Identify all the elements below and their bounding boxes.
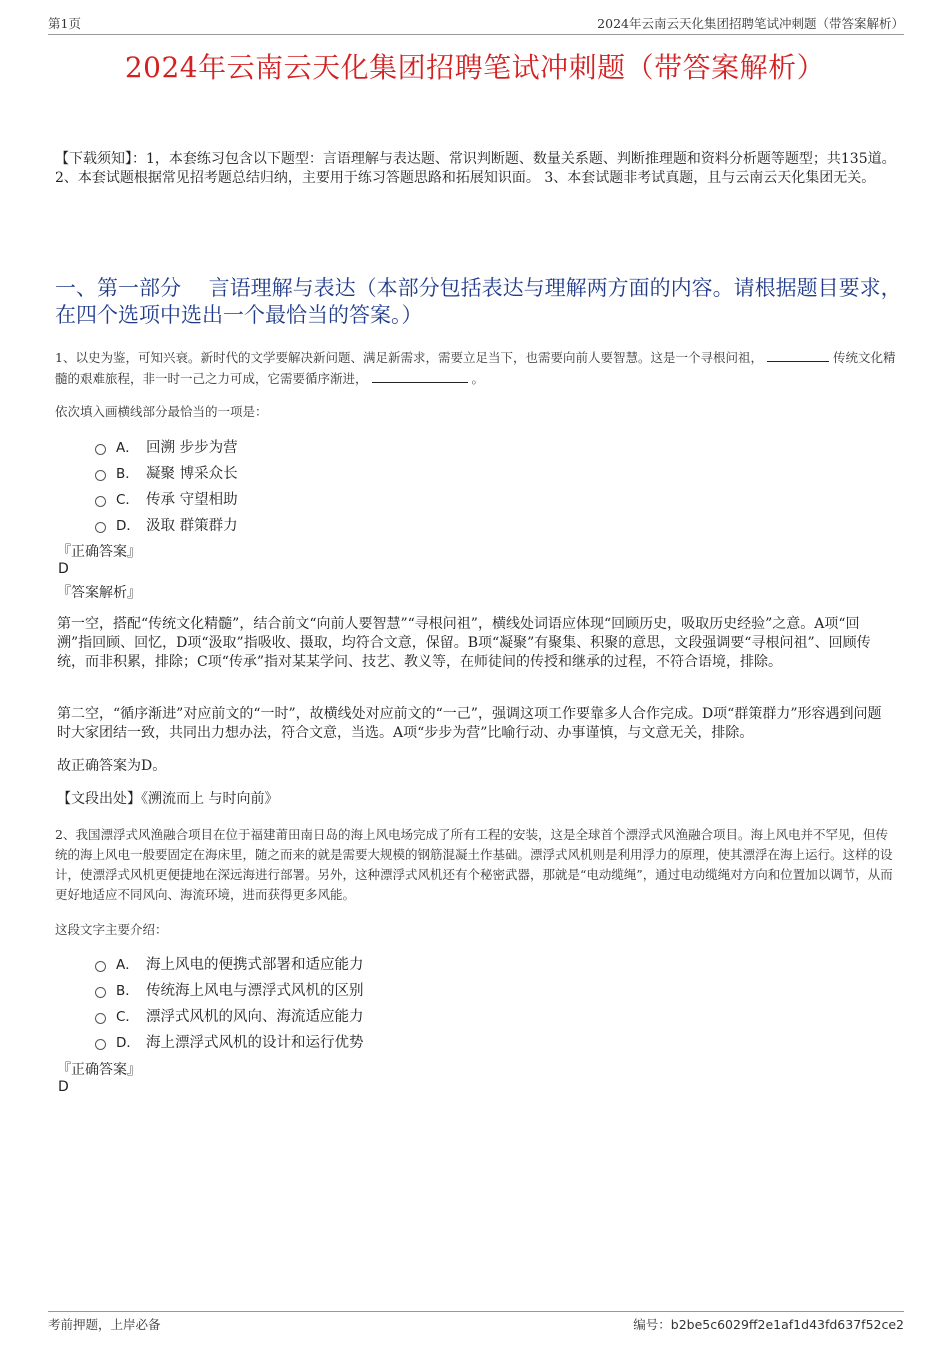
question-1-stem: [55, 347, 900, 389]
question-1-option-d[interactable]: [95, 511, 238, 537]
answer-blank-2: [372, 368, 468, 383]
radio-button-icon[interactable]: [95, 961, 106, 972]
option-letter: D．: [116, 1035, 140, 1051]
question-2-option-d[interactable]: [95, 1028, 364, 1054]
option-letter: A．: [116, 957, 139, 973]
radio-button-icon[interactable]: [95, 522, 106, 533]
radio-button-icon[interactable]: [95, 496, 106, 507]
question-2-stem: 2、我国漂浮式风渔融合项目在位于福建莆田南日岛的海上风电场完成了所有工程的安装，这是全球首个漂浮式风渔融合项目。海上风电并不罕见，但传统的海上风电一般要固定在海床里，随之而来的就是需要大规模的钢筋混凝土作基础。漂浮式风机则是利用浮力的原理，使其漂浮在海上运行。这样的设计，使漂浮式风机更便捷地在深远海进行部署。另外，这种漂浮式风机还有个秘密武器，那就是“电动缆绳”，通过电动缆绳对方向和位置加以调节，从而更好地适应不同风向、海流环境，进而获得更多风能。: [55, 827, 893, 902]
option-text: 海上风电的便携式部署和适应能力: [146, 956, 364, 973]
question-2-answer: D: [58, 1079, 69, 1095]
option-letter: C．: [116, 492, 139, 508]
question-1-analysis-label: 『答案解析』: [57, 585, 141, 601]
question-1-option-a[interactable]: [95, 433, 238, 459]
question-1-stem-part-a: 1、以史为鉴，可知兴衰。新时代的文学要解决新问题、满足新需求，需要立足当下，也需要向前人要智慧。这是一个寻根问祖，: [55, 350, 763, 365]
page-number: 第1页: [48, 16, 81, 31]
question-2-options: [95, 950, 364, 1054]
question-2-option-a[interactable]: [95, 950, 364, 976]
option-text: 传统海上风电与漂浮式风机的区别: [146, 982, 364, 999]
question-1-prompt: 依次填入画横线部分最恰当的一项是：: [55, 404, 268, 419]
question-1-options: [95, 433, 238, 537]
passage-source: 【文段出处】《溯流而上 与时向前》: [57, 791, 279, 807]
option-letter: C．: [116, 1009, 139, 1025]
option-text: 漂浮式风机的风向、海流适应能力: [146, 1008, 364, 1025]
question-1-stem-part-c: 。: [471, 371, 484, 386]
page-footer: [48, 1311, 904, 1337]
option-letter: A．: [116, 440, 139, 456]
radio-button-icon[interactable]: [95, 470, 106, 481]
footer-slogan: 考前押题，上岸必备: [48, 1317, 161, 1332]
option-text: 汲取 群策群力: [146, 517, 238, 534]
radio-button-icon[interactable]: [95, 1013, 106, 1024]
section-heading: 一、第一部分 言语理解与表达（本部分包括表达与理解两方面的内容。请根据题目要求，在四个选项中选出一个最恰当的答案。）: [55, 276, 902, 327]
radio-button-icon[interactable]: [95, 444, 106, 455]
question-2-answer-label: 『正确答案』: [57, 1062, 141, 1078]
page-header: [48, 14, 904, 35]
radio-button-icon[interactable]: [95, 1039, 106, 1050]
question-2-option-b[interactable]: [95, 976, 364, 1002]
option-text: 凝聚 博采众长: [146, 465, 238, 482]
answer-blank-1: [767, 347, 829, 362]
option-letter: D．: [116, 518, 140, 534]
question-1-answer-label: 『正确答案』: [57, 544, 141, 560]
option-letter: B．: [116, 466, 139, 482]
option-text: 海上漂浮式风机的设计和运行优势: [146, 1034, 364, 1051]
analysis-conclusion: 故正确答案为D。: [57, 758, 167, 774]
question-1-option-c[interactable]: [95, 485, 238, 511]
question-1-option-b[interactable]: [95, 459, 238, 485]
analysis-paragraph-1: 第一空，搭配“传统文化精髓”，结合前文“向前人要智慧”“寻根问祖”，横线处词语应体现“回顾历史，吸取历史经验”之意。A项“回溯”指回顾、回忆，D项“汲取”指吸收、摄取，均符合文意，保留。B项“凝聚”有聚集、积聚的意思，文段强调要“寻根问祖”、回顾传统，而非积累，排除；C项“传承”指对某某学问、技艺、教义等，在师徒间的传授和继承的过程，不符合语境，排除。: [57, 616, 871, 670]
header-doc-title: 2024年云南云天化集团招聘笔试冲刺题（带答案解析）: [597, 16, 904, 31]
option-text: 回溯 步步为营: [146, 439, 238, 456]
radio-button-icon[interactable]: [95, 987, 106, 998]
option-text: 传承 守望相助: [146, 491, 238, 508]
download-notice: 【下载须知】：1，本套练习包含以下题型：言语理解与表达题、常识判断题、数量关系题、判断推理题和资料分析题等题型；共135道。 2、本套试题根据常见招考题总结归纳，主要用于练习答题思路和拓展知识面。 3、本套试题非考试真题，且与云南云天化集团无关。: [55, 151, 896, 186]
question-1-answer: D: [58, 561, 69, 577]
document-title: 2024年云南云天化集团招聘笔试冲刺题（带答案解析）: [124, 51, 826, 84]
option-letter: B．: [116, 983, 139, 999]
question-2-option-c[interactable]: [95, 1002, 364, 1028]
document-id: 编号：b2be5c6029ff2e1af1d43fd637f52ce2: [633, 1317, 904, 1332]
question-1-stem-part-b: 传统文化精髓的艰难旅程，非一时一己之力可成，它需要循序渐进，: [55, 350, 896, 386]
question-2-prompt: 这段文字主要介绍：: [55, 922, 168, 937]
analysis-paragraph-2: 第二空，“循序渐进”对应前文的“一时”，故横线处对应前文的“一己”，强调这项工作要靠多人合作完成。D项“群策群力”形容遇到问题时大家团结一致，共同出力想办法，符合文意，当选。A项“步步为营”比喻行动、办事谨慎，与文意无关，排除。: [57, 706, 882, 741]
